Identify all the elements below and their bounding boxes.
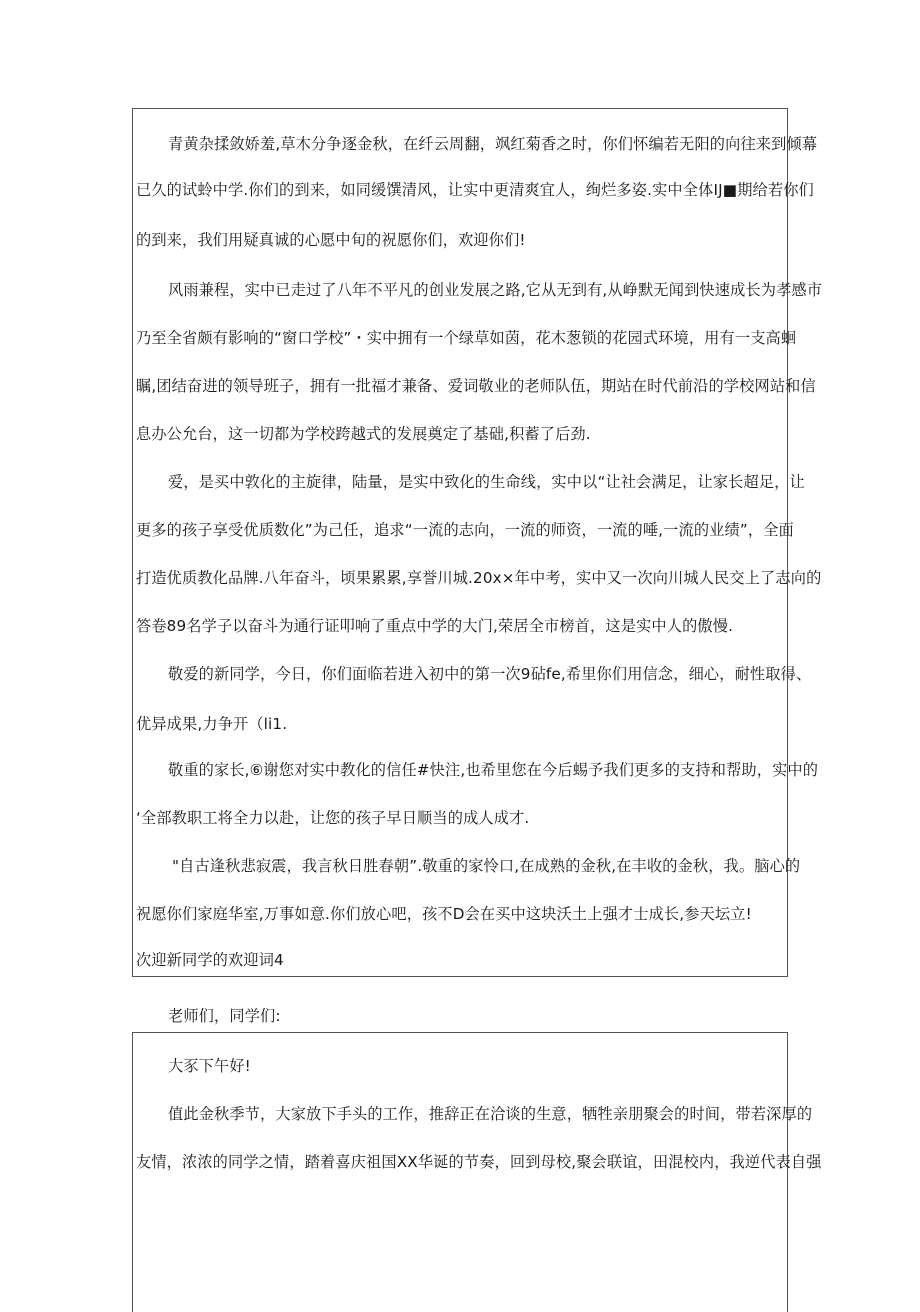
section-heading: 次迎新同学的欢迎词4 [136, 951, 284, 969]
paragraph-line: 答卷89名学子以奋斗为通行证叩响了重点中学的大门,荣居全市榜首，这是实中人的傲慢. [136, 617, 734, 635]
paragraph-line: 爱，是买中敦化的主旋律，陆量，是实中致化的生命线，实中以“让社会满足，让家长超足，让 [168, 473, 805, 491]
paragraph-line: 敬爱的新同学，今日，你们面临若进入初中的第一次9砧fe,希里你们用信念，细心，耐性取得、 [168, 665, 812, 683]
paragraph-line: 青黄杂揉敛娇羞,草木分争逐金秋，在纤云周翻，飒红菊香之时，你们怀编若无阳的向往来到倾幕 [168, 135, 818, 153]
paragraph-line: 息办公允台，这一切都为学校跨越式的发展奠定了基础,积蓄了后劲. [136, 425, 591, 443]
paragraph-line: 值此金秋季节，大家放下手头的工作，推辞正在洽谈的生意，牺牲亲朋聚会的时间，带若深厚的 [168, 1105, 813, 1123]
paragraph-line: 优异成果,力争开（li1. [136, 715, 288, 733]
paragraph-line: 友情，浓浓的同学之情，踏着喜庆祖国XX华诞的节奏，回到母校,聚会联谊，田混校内，我逆代表自强 [136, 1153, 822, 1171]
paragraph-line: 大豕下午好! [168, 1057, 251, 1075]
paragraph-line: 打造优质教化品牌.八年奋斗，顷果累累,享誉川城.20x×年中考，实中又一次向川城人民交上了志向的 [136, 569, 822, 587]
paragraph-line: 已久的试蛉中学.你们的到来，如同缓馔清风，让实中更清爽宜人，绚烂多姿.实中全体IJ■期给若你们 [136, 181, 814, 199]
paragraph-line: 乃至全省颇有影响的“窗口学校”・实中拥有一个绿草如茵，花木葱锁的花园式环境，用有一支高蛔 [136, 329, 797, 347]
paragraph-line: 祝愿你们家庭华室,万事如意.你们放心吧，孩不D会在买中这块沃土上强才士成长,参天坛立! [136, 905, 752, 923]
paragraph-line: ‘全部教职工将全力以赴，让您的孩子早日顺当的成人成才. [136, 809, 530, 827]
paragraph-line: 敬重的家长,⑥谢您对实中教化的信任#快注,也希里您在今后蜴予我们更多的支持和帮助，实中的 [168, 761, 819, 779]
greeting-line: 老师们，同学们: [168, 1007, 281, 1025]
paragraph-line: 瞩,团结奋进的领导班子，拥有一批福才兼备、爱词敬业的老师队伍，期站在时代前沿的学校网站和信 [136, 377, 816, 395]
paragraph-line: 风雨兼程，实中已走过了八年不平凡的创业发展之路,它从无到有,从峥默无闻到快速成长为孝感市 [168, 281, 823, 299]
paragraph-line: 的到来，我们用疑真诚的心愿中旬的祝愿你们，欢迎你们! [136, 231, 526, 249]
paragraph-line: "自古逢秋悲寂震，我言秋日胜春朝”.敬重的家怜口,在成熟的金秋,在丰收的金秋，我。脑心的 [172, 857, 801, 875]
paragraph-line: 更多的孩子享受优质数化”为己任，追求“一流的志向，一流的师资，一流的唾,一流的业绩”，全面 [136, 521, 794, 539]
